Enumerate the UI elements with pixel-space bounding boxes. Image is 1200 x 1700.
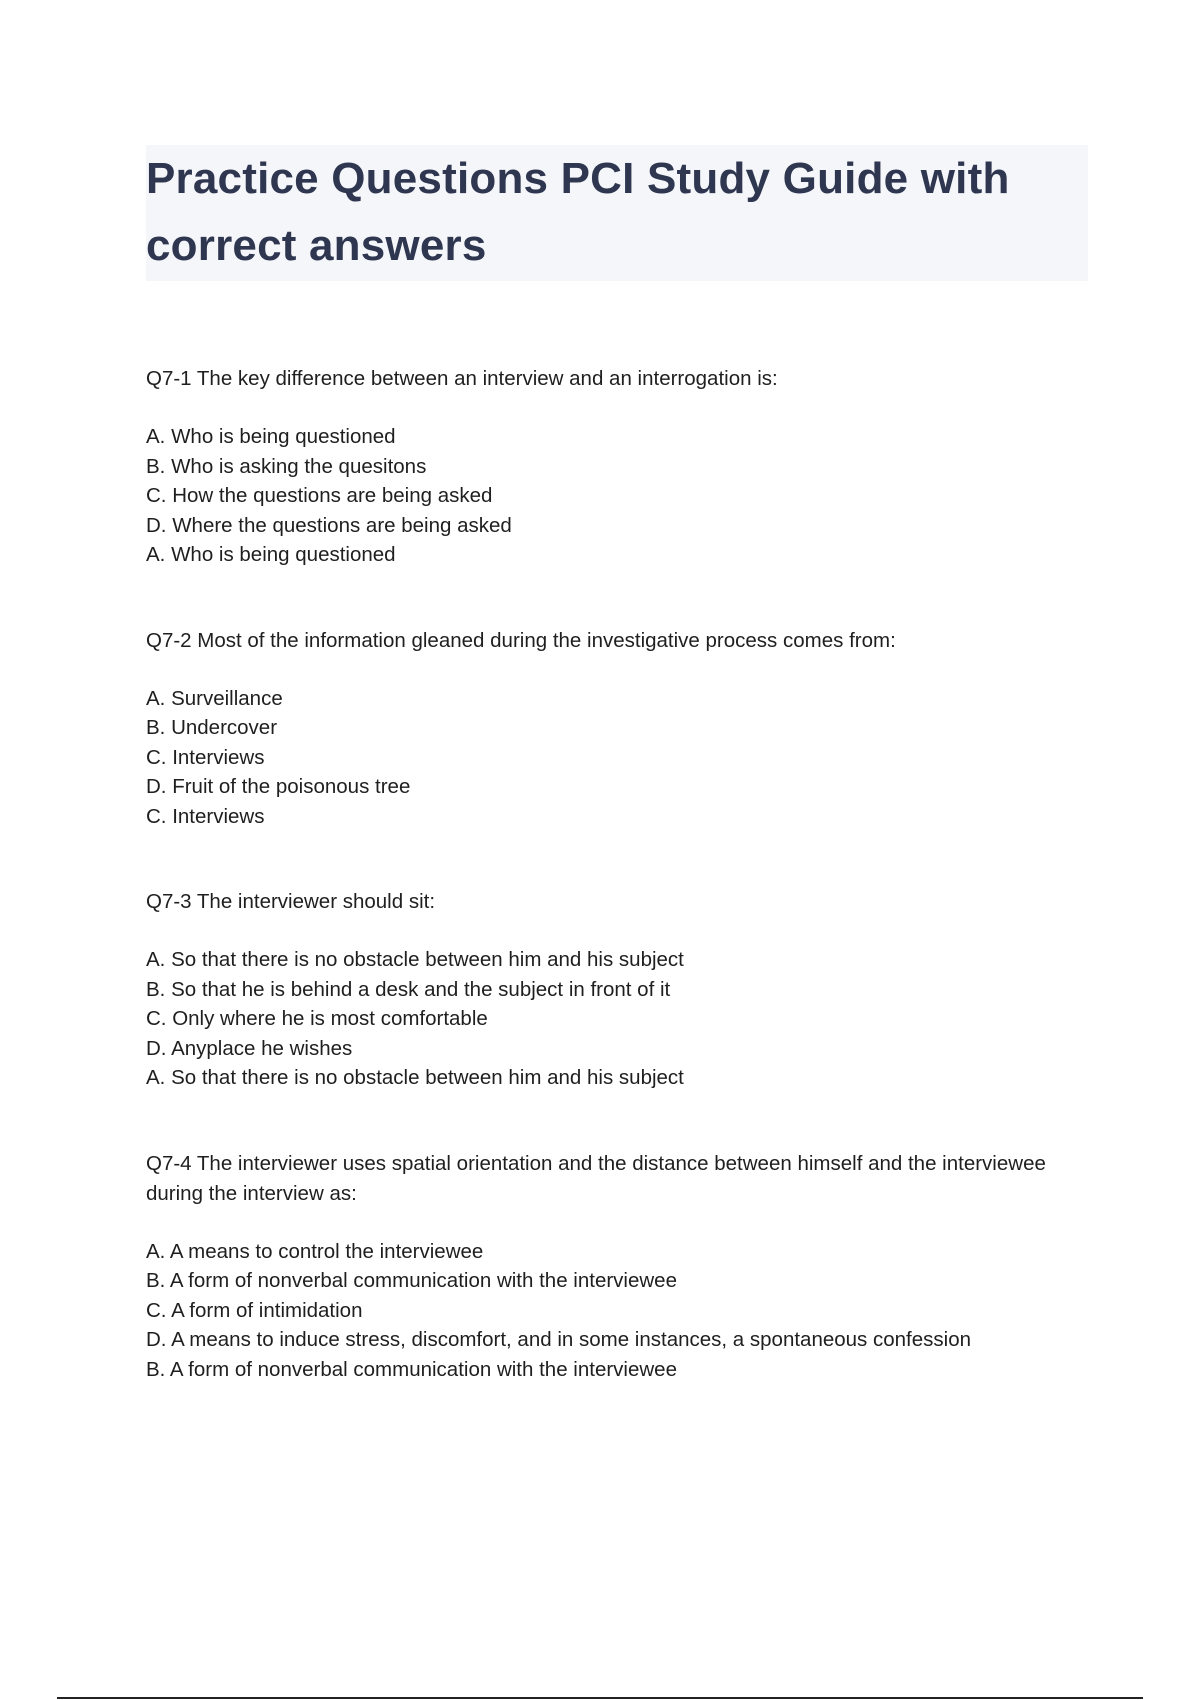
option-b: B. Who is asking the quesitons bbox=[146, 454, 427, 478]
page-title: Practice Questions PCI Study Guide with correct answers bbox=[146, 154, 1010, 270]
question-text: Q7-4 The interviewer uses spatial orientation and the distance between himself and the interviewee during the interview as: bbox=[146, 1151, 1046, 1205]
option-b: B. So that he is behind a desk and the subject in front of it bbox=[146, 977, 671, 1001]
question-q7-3 bbox=[146, 887, 1076, 1093]
question-q7-1 bbox=[146, 364, 1076, 570]
option-c: C. How the questions are being asked bbox=[146, 484, 493, 507]
question-text: Q7-2 Most of the information gleaned during the investigative process comes from: bbox=[146, 628, 896, 652]
option-d: D. Where the questions are being asked bbox=[146, 513, 512, 537]
question-q7-4 bbox=[146, 1149, 1076, 1385]
option-c: C. Only where he is most comfortable bbox=[146, 1007, 488, 1030]
question-list bbox=[146, 364, 1076, 1384]
option-d: D. Fruit of the poisonous tree bbox=[146, 775, 411, 798]
option-d: D. Anyplace he wishes bbox=[146, 1036, 353, 1060]
question-text: Q7-3 The interviewer should sit: bbox=[146, 890, 436, 913]
option-a: A. Surveillance bbox=[146, 686, 283, 710]
option-c: C. Interviews bbox=[146, 745, 265, 769]
correct-answer: C. Interviews bbox=[146, 804, 265, 828]
title-banner bbox=[146, 145, 1088, 281]
option-d: D. A means to induce stress, discomfort, and in some instances, a spontaneous confession bbox=[146, 1328, 972, 1351]
correct-answer: A. So that there is no obstacle between him and his subject bbox=[146, 1066, 684, 1089]
option-b: B. A form of nonverbal communication with the interviewee bbox=[146, 1269, 677, 1292]
option-c: C. A form of intimidation bbox=[146, 1298, 363, 1322]
option-a: A. A means to control the interviewee bbox=[146, 1239, 484, 1263]
footer-divider bbox=[57, 1697, 1143, 1699]
option-a: A. So that there is no obstacle between him and his subject bbox=[146, 948, 684, 971]
option-b: B. Undercover bbox=[146, 716, 278, 739]
option-a: A. Who is being questioned bbox=[146, 425, 396, 448]
correct-answer: A. Who is being questioned bbox=[146, 543, 396, 566]
question-q7-2 bbox=[146, 626, 1076, 832]
correct-answer: B. A form of nonverbal communication with the interviewee bbox=[146, 1357, 677, 1381]
question-text: Q7-1 The key difference between an interview and an interrogation is: bbox=[146, 367, 778, 390]
